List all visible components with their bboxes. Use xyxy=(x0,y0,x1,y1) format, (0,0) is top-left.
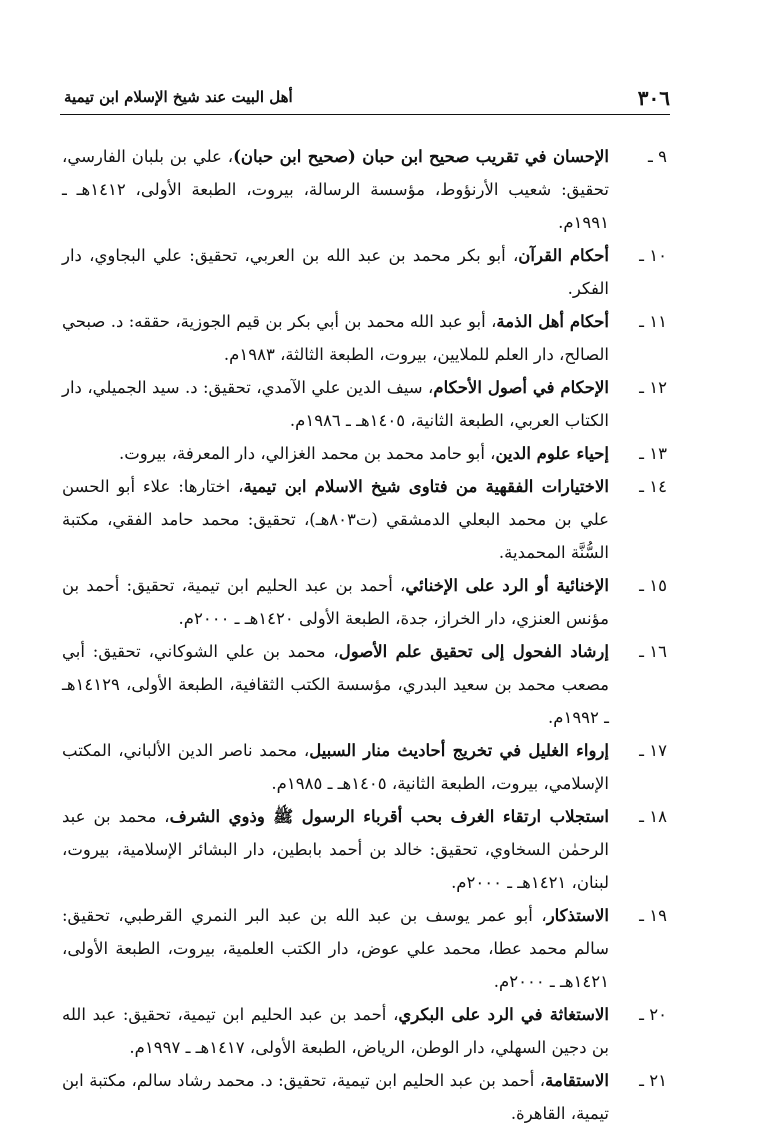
entry-title: الإخنائية أو الرد على الإخنائي xyxy=(405,576,609,595)
entry-title: الاختيارات الفقهية من فتاوى شيخ الاسلام ابن تيمية xyxy=(243,477,609,496)
bibliography-entry xyxy=(62,239,667,305)
entry-title: الإحكام في أصول الأحكام xyxy=(433,378,609,397)
bibliography-entry xyxy=(62,1064,667,1130)
entry-details: ، اختارها: علاء أبو الحسن علي بن محمد البعلي الدمشقي (ت٨٠٣هـ)، تحقيق: محمد حامد الفقي، مكتبة السُّنَّة المحمدية. xyxy=(62,477,610,562)
bibliography-entry xyxy=(62,899,667,998)
entry-title: الاستذكار xyxy=(546,906,609,925)
entry-details: ، أبو عمر يوسف بن عبد الله بن عبد البر النمري القرطبي، تحقيق: سالم محمد عطا، محمد علي عوض، دار الكتب العلمية، بيروت، الطبعة الأولى، ١٤٢١هـ ـ ٢٠٠٠م. xyxy=(62,906,609,991)
page-header xyxy=(60,84,670,115)
entry-number: ١٨ ـ xyxy=(639,807,667,826)
bibliography-entry xyxy=(62,734,667,800)
entry-details: ، أحمد بن عبد الحليم ابن تيمية، تحقيق: د. محمد رشاد سالم، مكتبة ابن تيمية، القاهرة. xyxy=(62,1071,609,1123)
entry-title: أحكام القرآن xyxy=(518,246,609,265)
bibliography-entry xyxy=(62,140,667,239)
entry-number: ٢١ ـ xyxy=(639,1071,667,1090)
bibliography-entry xyxy=(62,800,667,899)
entry-title: إحياء علوم الدين xyxy=(495,444,609,463)
entry-details: ، سيف الدين علي الآمدي، تحقيق: د. سيد الجميلي، دار الكتاب العربي، الطبعة الثانية، ١٤٠٥هـ ـ ١٩٨٦م. xyxy=(62,378,609,430)
bibliography-entry xyxy=(62,635,667,734)
page-number: ٣٠٦ xyxy=(637,86,670,110)
bibliography-entry xyxy=(62,371,667,437)
entry-number: ١٤ ـ xyxy=(639,477,667,496)
entry-number: ١٧ ـ xyxy=(639,741,667,760)
entry-title: أحكام أهل الذمة xyxy=(496,312,609,331)
entry-title: إرشاد الفحول إلى تحقيق علم الأصول xyxy=(338,642,609,661)
bibliography-list xyxy=(62,140,667,1130)
bibliography-entry xyxy=(62,437,667,470)
entry-number: ١٣ ـ xyxy=(639,444,667,463)
entry-number: ١٠ ـ xyxy=(639,246,667,265)
entry-number: ١٢ ـ xyxy=(639,378,667,397)
entry-title: الإحسان في تقريب صحيح ابن حبان (صحيح ابن حبان) xyxy=(233,147,609,166)
entry-details: ، أحمد بن عبد الحليم ابن تيمية، تحقيق: عبد الله بن دجين السهلي، دار الوطن، الرياض، الطبعة الأولى، ١٤١٧هـ ـ ١٩٩٧م. xyxy=(62,1005,609,1057)
entry-number: ١٦ ـ xyxy=(639,642,667,661)
entry-number: ١٥ ـ xyxy=(639,576,667,595)
bibliography-entry xyxy=(62,305,667,371)
entry-details: ، أبو حامد محمد بن محمد الغزالي، دار المعرفة، بيروت. xyxy=(119,444,496,463)
entry-details: ، أبو بكر محمد بن عبد الله بن العربي، تحقيق: علي البجاوي، دار الفكر. xyxy=(62,246,609,298)
entry-title: استجلاب ارتقاء الغرف بحب أقرباء الرسول ﷺ وذوي الشرف xyxy=(169,807,609,826)
entry-title: إرواء الغليل في تخريج أحاديث منار السبيل xyxy=(309,741,610,760)
entry-details: ، علي بن بلبان الفارسي، تحقيق: شعيب الأرنؤوط، مؤسسة الرسالة، بيروت، الطبعة الأولى، ١٤١٢هـ ـ ١٩٩١م. xyxy=(62,147,610,232)
entry-details: ، محمد بن علي الشوكاني، تحقيق: أبي مصعب محمد بن سعيد البدري، مؤسسة الكتب الثقافية، الطبعة الأولى، ١٤١٢٩هـ ـ ١٩٩٢م. xyxy=(62,642,609,727)
entry-title: الاستقامة xyxy=(545,1071,609,1090)
entry-title: الاستغاثة في الرد على البكري xyxy=(398,1005,609,1024)
entry-details: ، أبو عبد الله محمد بن أبي بكر بن قيم الجوزية، حققه: د. صبحي الصالح، دار العلم للملايين، بيروت، الطبعة الثالثة، ١٩٨٣م. xyxy=(62,312,609,364)
entry-number: ٢٠ ـ xyxy=(639,1005,667,1024)
bibliography-entry xyxy=(62,569,667,635)
running-title: أهل البيت عند شيخ الإسلام ابن تيمية xyxy=(64,88,293,106)
bibliography-entry xyxy=(62,998,667,1064)
entry-details: ، محمد ناصر الدين الألباني، المكتب الإسلامي، بيروت، الطبعة الثانية، ١٤٠٥هـ ـ ١٩٨٥م. xyxy=(62,741,609,793)
entry-details: ، محمد بن عبد الرحمٰن السخاوي، تحقيق: خالد بن أحمد بابطين، دار البشائر الإسلامية، بيروت، لبنان، ١٤٢١هـ ـ ٢٠٠٠م. xyxy=(62,807,609,892)
entry-number: ١١ ـ xyxy=(639,312,667,331)
entry-number: ١٩ ـ xyxy=(639,906,667,925)
bibliography-entry xyxy=(62,470,667,569)
entry-number: ٩ ـ xyxy=(648,147,667,166)
entry-details: ، أحمد بن عبد الحليم ابن تيمية، تحقيق: أحمد بن مؤنس العنزي، دار الخراز، جدة، الطبعة الأولى ١٤٢٠هـ ـ ٢٠٠٠م. xyxy=(62,576,609,628)
